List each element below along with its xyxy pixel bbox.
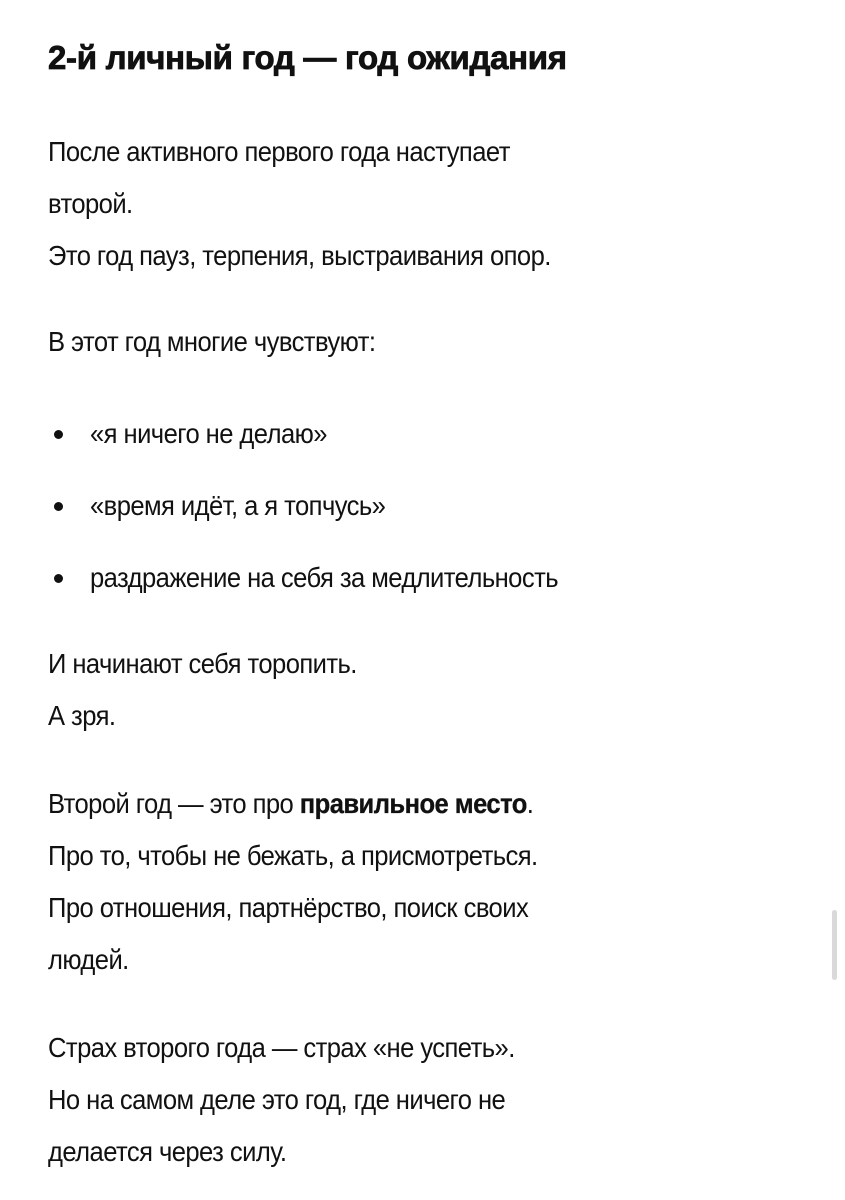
intro-line-2: второй. bbox=[48, 188, 133, 219]
place-line-1-prefix: Второй год — это про bbox=[48, 788, 300, 819]
vertical-scrollbar[interactable] bbox=[832, 910, 837, 980]
rush-line-2: А зря. bbox=[48, 700, 116, 731]
list-item-text: раздражение на себя за медлительность bbox=[90, 562, 558, 593]
fear-line-2: Но на самом деле это год, где ничего не bbox=[48, 1084, 506, 1115]
rush-line-1: И начинают себя торопить. bbox=[48, 648, 357, 679]
article-title: 2-й личный год — год ожидания bbox=[48, 39, 567, 76]
feelings-lead bbox=[48, 316, 375, 368]
place-line-1 bbox=[48, 778, 538, 830]
place-line-4: людей. bbox=[48, 944, 129, 975]
place-paragraph bbox=[48, 778, 538, 986]
bullet-icon bbox=[54, 574, 63, 583]
intro-paragraph bbox=[48, 126, 551, 282]
list-item-text: «я ничего не делаю» bbox=[90, 418, 327, 449]
fear-line-1: Страх второго года — страх «не успеть». bbox=[48, 1032, 515, 1063]
bullet-icon bbox=[54, 502, 63, 511]
emphasis-right-place: правильное место bbox=[299, 788, 527, 819]
rush-paragraph bbox=[48, 638, 357, 742]
place-line-3: Про отношения, партнёрство, поиск своих bbox=[48, 892, 529, 923]
bullet-icon bbox=[54, 430, 63, 439]
feelings-lead-text: В этот год многие чувствуют: bbox=[48, 326, 376, 357]
intro-line-1: После активного первого года наступает bbox=[48, 136, 510, 167]
fear-paragraph bbox=[48, 1022, 515, 1178]
place-line-2: Про то, чтобы не бежать, а присмотреться. bbox=[48, 840, 538, 871]
fear-line-3: делается через силу. bbox=[48, 1136, 287, 1167]
intro-line-3: Это год пауз, терпения, выстраивания опор. bbox=[48, 240, 551, 271]
place-line-1-suffix: . bbox=[526, 788, 534, 819]
list-item-text: «время идёт, а я топчусь» bbox=[90, 490, 386, 521]
